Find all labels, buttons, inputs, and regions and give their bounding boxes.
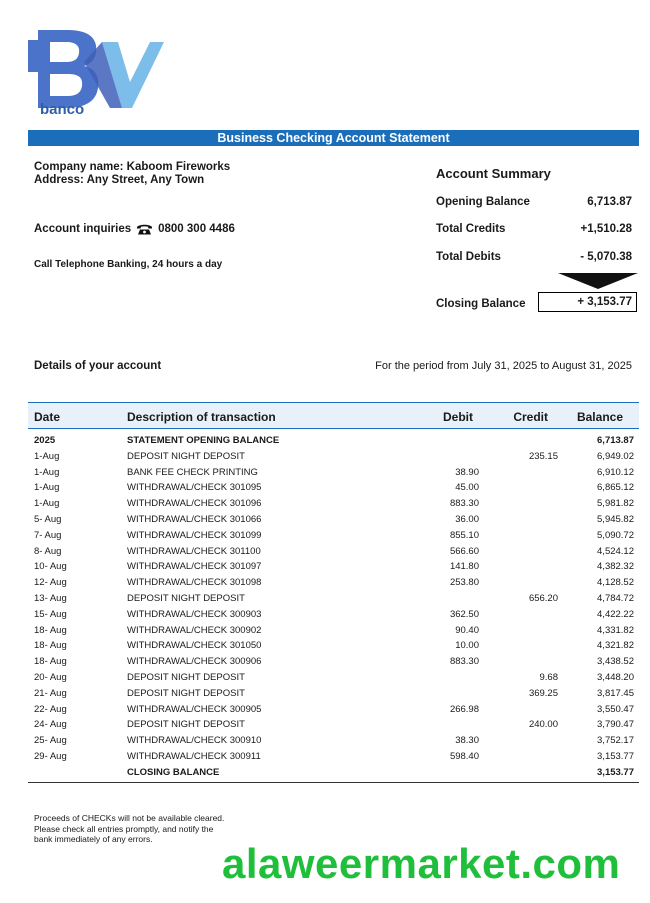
row-date: 1-Aug <box>34 450 60 462</box>
row-date: 13- Aug <box>34 592 67 604</box>
account-summary-title: Account Summary <box>436 166 551 181</box>
row-balance: 3,817.45 <box>597 687 634 699</box>
row-balance: 5,090.72 <box>597 529 634 541</box>
row-balance: 3,790.47 <box>597 719 634 731</box>
company-name: Company name: Kaboom Fireworks <box>34 161 231 173</box>
row-balance: 6,949.02 <box>597 450 634 462</box>
row-description: WITHDRAWAL/CHECK 300910 <box>127 735 262 747</box>
table-row <box>34 686 639 702</box>
row-debit: 253.80 <box>449 577 479 589</box>
row-description: WITHDRAWAL/CHECK 301096 <box>127 498 262 510</box>
bank-logo-word: banco <box>40 101 85 118</box>
row-description: WITHDRAWAL/CHECK 300911 <box>127 750 261 762</box>
down-arrow-icon <box>558 273 638 289</box>
table-row <box>34 702 639 718</box>
row-date: 15- Aug <box>34 608 67 620</box>
row-date: 10- Aug <box>34 561 67 573</box>
table-row <box>34 480 639 496</box>
total-credits-value: +1,510.28 <box>580 223 632 235</box>
table-row <box>34 512 639 528</box>
row-balance: 5,945.82 <box>597 513 634 525</box>
row-balance: 3,752.17 <box>597 735 634 747</box>
row-date: 1-Aug <box>34 466 60 478</box>
total-debits-value: - 5,070.38 <box>580 251 632 263</box>
company-address: Address: Any Street, Any Town <box>34 174 205 186</box>
row-balance: 3,153.77 <box>597 750 634 762</box>
row-description: WITHDRAWAL/CHECK 301100 <box>127 545 261 557</box>
row-date: 1-Aug <box>34 498 60 510</box>
watermark: alaweermarket.com <box>222 840 621 887</box>
table-row <box>34 749 639 765</box>
row-balance: 5,981.82 <box>597 498 634 510</box>
row-date: 18- Aug <box>34 640 67 652</box>
row-date: 22- Aug <box>34 703 67 715</box>
row-description: WITHDRAWAL/CHECK 301097 <box>127 561 262 573</box>
closing-balance-label: Closing Balance <box>436 298 526 310</box>
row-date: 8- Aug <box>34 545 62 557</box>
customer-info <box>34 161 230 187</box>
row-debit: 36.00 <box>455 513 479 525</box>
telephone-banking-note: Call Telephone Banking, 24 hours a day <box>34 259 223 270</box>
row-date: 5- Aug <box>34 513 62 525</box>
row-description: WITHDRAWAL/CHECK 300902 <box>127 624 262 636</box>
row-date: 18- Aug <box>34 624 67 636</box>
table-row <box>34 449 639 465</box>
row-debit: 855.10 <box>449 529 479 541</box>
row-balance: 4,784.72 <box>597 592 634 604</box>
row-credit: 240.00 <box>528 719 558 731</box>
row-description: DEPOSIT NIGHT DEPOSIT <box>127 450 245 462</box>
footnote: Proceeds of CHECKs will not be available cleared. Please check all entries promptly, and notify the bank immediately of any errors. <box>34 813 225 844</box>
row-description: BANK FEE CHECK PRINTING <box>127 466 258 478</box>
account-inquiries <box>34 223 235 235</box>
row-balance: 4,524.12 <box>597 545 634 557</box>
table-row <box>34 559 639 575</box>
row-credit: 369.25 <box>528 687 558 699</box>
row-description: DEPOSIT NIGHT DEPOSIT <box>127 719 245 731</box>
inquiries-phone: 0800 300 4486 <box>158 223 235 235</box>
row-debit: 266.98 <box>449 703 479 715</box>
row-description: DEPOSIT NIGHT DEPOSIT <box>127 687 245 699</box>
inquiries-label: Account inquiries <box>34 223 132 235</box>
row-date: 20- Aug <box>34 671 67 683</box>
row-description: WITHDRAWAL/CHECK 301098 <box>127 577 262 589</box>
row-debit: 362.50 <box>449 608 479 620</box>
row-description: WITHDRAWAL/CHECK 301095 <box>127 482 262 494</box>
row-date: 29- Aug <box>34 750 67 762</box>
row-date: 18- Aug <box>34 656 67 668</box>
details-title: Details of your account <box>34 360 162 372</box>
row-balance: 4,382.32 <box>597 561 634 573</box>
total-credits-label: Total Credits <box>436 223 506 235</box>
header-balance: Balance <box>576 410 623 424</box>
row-debit: 141.80 <box>449 561 479 573</box>
row-balance: 6,910.12 <box>597 466 634 478</box>
statement-title-banner: Business Checking Account Statement <box>28 130 639 146</box>
header-date: Date <box>34 410 61 424</box>
row-debit: 45.00 <box>455 482 479 494</box>
row-debit: 90.40 <box>455 624 479 636</box>
row-description: WITHDRAWAL/CHECK 300906 <box>127 656 262 668</box>
table-row <box>34 433 639 449</box>
row-balance: 4,331.82 <box>597 624 634 636</box>
transactions-table-body <box>34 433 639 781</box>
row-description: WITHDRAWAL/CHECK 301066 <box>127 513 262 525</box>
row-description: WITHDRAWAL/CHECK 300903 <box>127 608 262 620</box>
row-debit: 38.90 <box>455 466 479 478</box>
table-row <box>34 638 639 654</box>
row-credit: 9.68 <box>539 671 558 683</box>
opening-balance-value: 6,713.87 <box>587 196 632 208</box>
row-balance: 3,438.52 <box>597 656 634 668</box>
header-description: Description of transaction <box>127 410 276 424</box>
row-balance: 3,153.77 <box>597 766 634 778</box>
row-debit: 38.30 <box>455 735 479 747</box>
table-row <box>34 765 639 781</box>
table-row <box>34 717 639 733</box>
row-description: WITHDRAWAL/CHECK 301050 <box>127 640 262 652</box>
row-credit: 235.15 <box>528 450 558 462</box>
row-balance: 4,128.52 <box>597 577 634 589</box>
row-description: WITHDRAWAL/CHECK 301099 <box>127 529 262 541</box>
row-date: 2025 <box>34 435 56 446</box>
table-row <box>34 670 639 686</box>
transactions-table-header <box>28 402 639 429</box>
table-row <box>34 575 639 591</box>
statement-period: For the period from July 31, 2025 to August 31, 2025 <box>375 360 632 372</box>
table-row <box>34 623 639 639</box>
table-row <box>34 528 639 544</box>
row-description: DEPOSIT NIGHT DEPOSIT <box>127 592 245 604</box>
row-debit: 598.40 <box>449 750 479 762</box>
row-balance: 4,422.22 <box>597 608 634 620</box>
opening-balance-label: Opening Balance <box>436 196 530 208</box>
table-row <box>34 607 639 623</box>
row-date: 12- Aug <box>34 577 67 589</box>
row-balance: 6,713.87 <box>597 435 634 446</box>
table-row <box>34 544 639 560</box>
row-debit: 883.30 <box>449 656 479 668</box>
table-row <box>34 465 639 481</box>
total-debits-label: Total Debits <box>436 251 501 263</box>
row-balance: 4,321.82 <box>597 640 634 652</box>
row-description: STATEMENT OPENING BALANCE <box>127 435 280 446</box>
row-date: 1-Aug <box>34 482 60 494</box>
table-row <box>34 591 639 607</box>
row-date: 7- Aug <box>34 529 62 541</box>
table-row <box>34 496 639 512</box>
row-balance: 3,448.20 <box>597 671 634 683</box>
row-debit: 883.30 <box>449 498 479 510</box>
row-description: WITHDRAWAL/CHECK 300905 <box>127 703 262 715</box>
table-row <box>34 733 639 749</box>
telephone-icon <box>136 223 153 235</box>
table-bottom-rule <box>28 782 639 783</box>
row-debit: 566.60 <box>449 545 479 557</box>
row-date: 21- Aug <box>34 687 67 699</box>
header-credit: Credit <box>513 410 548 424</box>
closing-balance-value: + 3,153.77 <box>538 292 637 312</box>
header-debit: Debit <box>443 410 473 424</box>
row-balance: 6,865.12 <box>597 482 634 494</box>
table-row <box>34 654 639 670</box>
row-date: 24- Aug <box>34 719 67 731</box>
row-credit: 656.20 <box>528 592 558 604</box>
row-debit: 10.00 <box>455 640 479 652</box>
row-date: 25- Aug <box>34 735 67 747</box>
row-description: CLOSING BALANCE <box>127 766 220 778</box>
row-description: DEPOSIT NIGHT DEPOSIT <box>127 671 245 683</box>
row-balance: 3,550.47 <box>597 703 634 715</box>
